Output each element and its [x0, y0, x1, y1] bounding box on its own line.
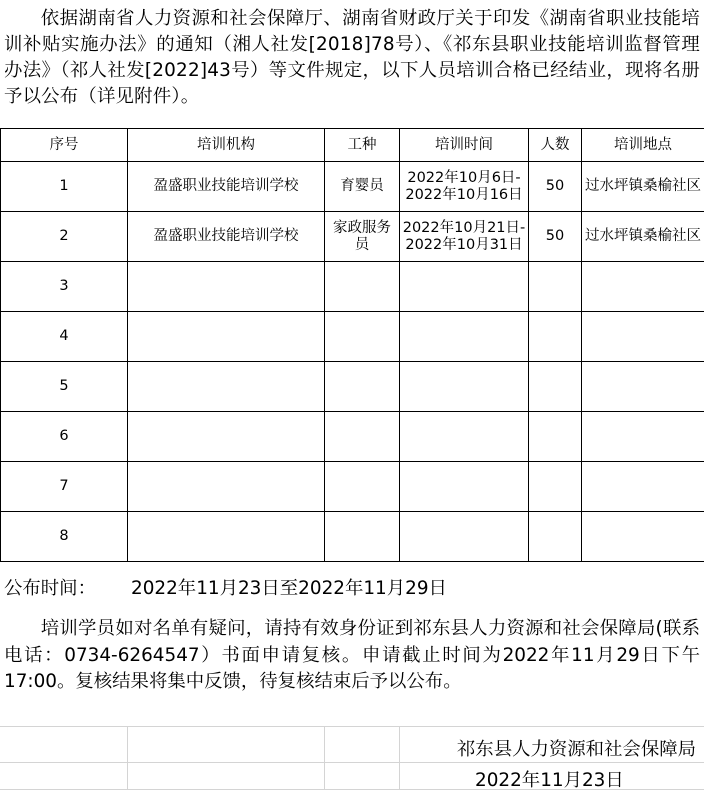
table-header-row: [1, 129, 704, 162]
cell-count: [529, 412, 582, 462]
cell-index: 2: [1, 212, 128, 262]
cell-institution: [128, 462, 325, 512]
cell-count: [529, 512, 582, 562]
cell-institution: 盈盛职业技能培训学校: [128, 162, 325, 212]
cell-trade: [325, 462, 400, 512]
header-location: 培训地点: [582, 129, 704, 162]
issue-date: 2022年11月23日: [475, 766, 624, 792]
cell-trade: [325, 312, 400, 362]
cell-trade: 家政服务员: [325, 212, 400, 262]
gridline: [0, 726, 704, 727]
cell-period: [400, 412, 529, 462]
gridline: [399, 726, 400, 790]
cell-count: [529, 262, 582, 312]
cell-location: [582, 512, 704, 562]
cell-trade: [325, 512, 400, 562]
cell-index: 1: [1, 162, 128, 212]
period-start: 2022年10月21日-: [403, 220, 526, 236]
cell-count: [529, 362, 582, 412]
table-row: [1, 462, 704, 512]
cell-period: [400, 362, 529, 412]
cell-count: [529, 312, 582, 362]
table-row: [1, 262, 704, 312]
cell-location: [582, 462, 704, 512]
cell-period: [400, 312, 529, 362]
cell-index: 5: [1, 362, 128, 412]
header-institution: 培训机构: [128, 129, 325, 162]
cell-trade: [325, 262, 400, 312]
cell-trade: [325, 412, 400, 462]
cell-location: [582, 312, 704, 362]
cell-count: [529, 462, 582, 512]
gridline: [0, 762, 704, 763]
cell-institution: [128, 262, 325, 312]
period-start: 2022年10月6日-: [407, 170, 520, 186]
gridline: [324, 726, 325, 790]
header-index: 序号: [1, 129, 128, 162]
cell-trade: [325, 362, 400, 412]
table-row: [1, 362, 704, 412]
period-end: 2022年10月16日: [405, 187, 522, 203]
footer: [0, 726, 704, 790]
cell-institution: [128, 512, 325, 562]
gridline: [127, 726, 128, 790]
table-row: [1, 312, 704, 362]
cell-institution: [128, 312, 325, 362]
training-roster-table: [0, 128, 704, 562]
cell-period: [400, 462, 529, 512]
publish-period: [0, 568, 704, 610]
cell-institution: 盈盛职业技能培训学校: [128, 212, 325, 262]
cell-period: [400, 512, 529, 562]
intro-paragraph: 依据湖南省人力资源和社会保障厅、湖南省财政厅关于印发《湖南省职业技能培训补贴实施办法》的通知（湘人社发[2018]78号）、《祁东县职业技能培训监督管理办法》（祁人社发[2022]43号）等文件规定，以下人员培训合格已经结业，现将名册予以公布（详见附件）。: [0, 0, 704, 126]
cell-period: [400, 262, 529, 312]
header-period: 培训时间: [400, 129, 529, 162]
cell-institution: [128, 412, 325, 462]
cell-count: 50: [529, 162, 582, 212]
table-row: [1, 512, 704, 562]
cell-index: 3: [1, 262, 128, 312]
header-count: 人数: [529, 129, 582, 162]
cell-institution: [128, 362, 325, 412]
cell-location: [582, 362, 704, 412]
cell-location: 过水坪镇桑榆社区: [582, 162, 704, 212]
publish-value: 2022年11月23日至2022年11月29日: [131, 568, 447, 610]
table-row: [1, 162, 704, 212]
review-notice: 培训学员如对名单有疑问，请持有效身份证到祁东县人力资源和社会保障局(联系电话：0734-6264547）书面申请复核。申请截止时间为2022年11月29日下午17:00。复核结果将集中反馈，待复核结束后予以公布。: [0, 612, 704, 726]
cell-index: 8: [1, 512, 128, 562]
cell-index: 7: [1, 462, 128, 512]
period-end: 2022年10月31日: [405, 237, 522, 253]
cell-period: [400, 162, 529, 212]
cell-period: [400, 212, 529, 262]
cell-trade: 育婴员: [325, 162, 400, 212]
cell-location: [582, 412, 704, 462]
cell-location: [582, 262, 704, 312]
cell-location: 过水坪镇桑榆社区: [582, 212, 704, 262]
cell-index: 4: [1, 312, 128, 362]
publish-label: 公布时间：: [4, 568, 96, 610]
table-row: [1, 412, 704, 462]
cell-count: 50: [529, 212, 582, 262]
table-row: [1, 212, 704, 262]
issuing-organization: 祁东县人力资源和社会保障局: [457, 735, 696, 761]
cell-index: 6: [1, 412, 128, 462]
header-trade: 工种: [325, 129, 400, 162]
